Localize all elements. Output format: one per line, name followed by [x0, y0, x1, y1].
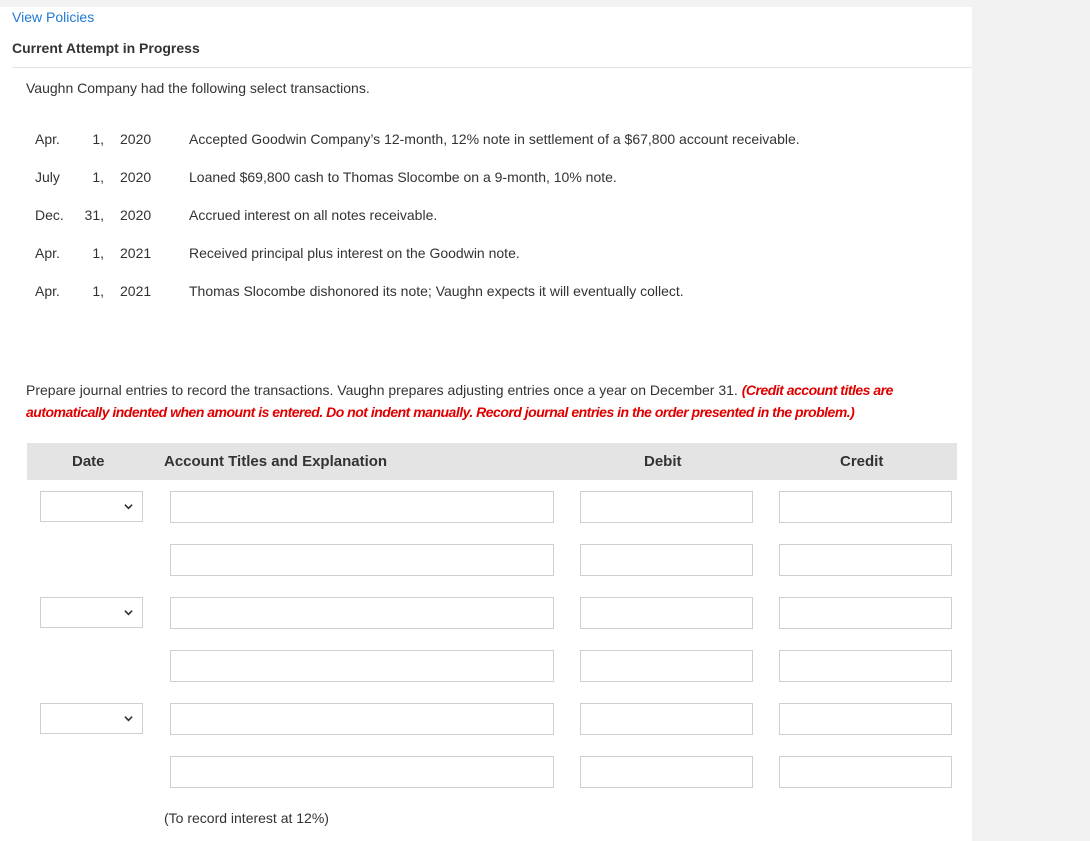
problem-intro: Vaughn Company had the following select transactions.: [26, 80, 370, 96]
transaction-year: 2021: [120, 283, 152, 299]
account-title-input[interactable]: [170, 544, 554, 576]
transaction-month: Apr.: [35, 131, 60, 147]
chevron-down-icon: [124, 608, 133, 617]
divider: [12, 67, 972, 68]
transaction-description: Loaned $69,800 cash to Thomas Slocombe on a 9-month, 10% note.: [189, 169, 617, 185]
transaction-month: July: [35, 169, 60, 185]
debit-input[interactable]: [580, 650, 753, 682]
entry-explanation: (To record interest at 12%): [164, 810, 329, 826]
account-title-input[interactable]: [170, 703, 554, 735]
transaction-month: Apr.: [35, 245, 60, 261]
chevron-down-icon: [124, 714, 133, 723]
debit-input[interactable]: [580, 756, 753, 788]
transaction-year: 2021: [120, 245, 152, 261]
credit-input[interactable]: [779, 544, 952, 576]
instructions-note: (Credit account titles are automatically indented when amount is entered. Do not indent manually. Record journal entries in the order presented in the problem.): [26, 382, 893, 420]
credit-input[interactable]: [779, 756, 952, 788]
transaction-row: [0, 245, 972, 265]
transaction-description: Thomas Slocombe dishonored its note; Vaughn expects it will eventually collect.: [189, 283, 684, 299]
account-title-input[interactable]: [170, 756, 554, 788]
debit-input[interactable]: [580, 544, 753, 576]
transaction-day: 1,: [92, 169, 104, 185]
column-header-account: Account Titles and Explanation: [164, 453, 388, 470]
transaction-year: 2020: [120, 169, 152, 185]
column-header-date: Date: [72, 453, 105, 470]
account-title-input[interactable]: [170, 491, 554, 523]
journal-header: [27, 443, 957, 480]
transaction-row: [0, 283, 972, 303]
transaction-description: Received principal plus interest on the Goodwin note.: [189, 245, 520, 261]
attempt-status: Current Attempt in Progress: [12, 40, 200, 56]
debit-input[interactable]: [580, 597, 753, 629]
transaction-row: [0, 131, 972, 151]
transaction-description: Accrued interest on all notes receivable.: [189, 207, 438, 223]
credit-input[interactable]: [779, 597, 952, 629]
transaction-row: [0, 169, 972, 189]
transaction-year: 2020: [120, 207, 152, 223]
date-select[interactable]: [40, 597, 143, 628]
credit-input[interactable]: [779, 650, 952, 682]
transaction-day: 1,: [92, 283, 104, 299]
column-header-credit: Credit: [840, 453, 884, 470]
transaction-description: Accepted Goodwin Company’s 12-month, 12% note in settlement of a $67,800 account receivable.: [189, 131, 800, 147]
transaction-month: Dec.: [35, 207, 64, 223]
date-select[interactable]: [40, 703, 143, 734]
transaction-month: Apr.: [35, 283, 60, 299]
column-header-debit: Debit: [644, 453, 682, 470]
transaction-year: 2020: [120, 131, 152, 147]
transaction-day: 31,: [84, 207, 104, 223]
transaction-day: 1,: [92, 131, 104, 147]
view-policies-link[interactable]: View Policies: [12, 9, 95, 25]
credit-input[interactable]: [779, 703, 952, 735]
credit-input[interactable]: [779, 491, 952, 523]
transaction-day: 1,: [92, 245, 104, 261]
instructions-text: Prepare journal entries to record the transactions. Vaughn prepares adjusting entries once a year on December 31.: [26, 382, 738, 398]
instructions: [26, 379, 961, 423]
debit-input[interactable]: [580, 491, 753, 523]
transaction-row: [0, 207, 972, 227]
account-title-input[interactable]: [170, 597, 554, 629]
debit-input[interactable]: [580, 703, 753, 735]
date-select[interactable]: [40, 491, 143, 522]
account-title-input[interactable]: [170, 650, 554, 682]
chevron-down-icon: [124, 502, 133, 511]
